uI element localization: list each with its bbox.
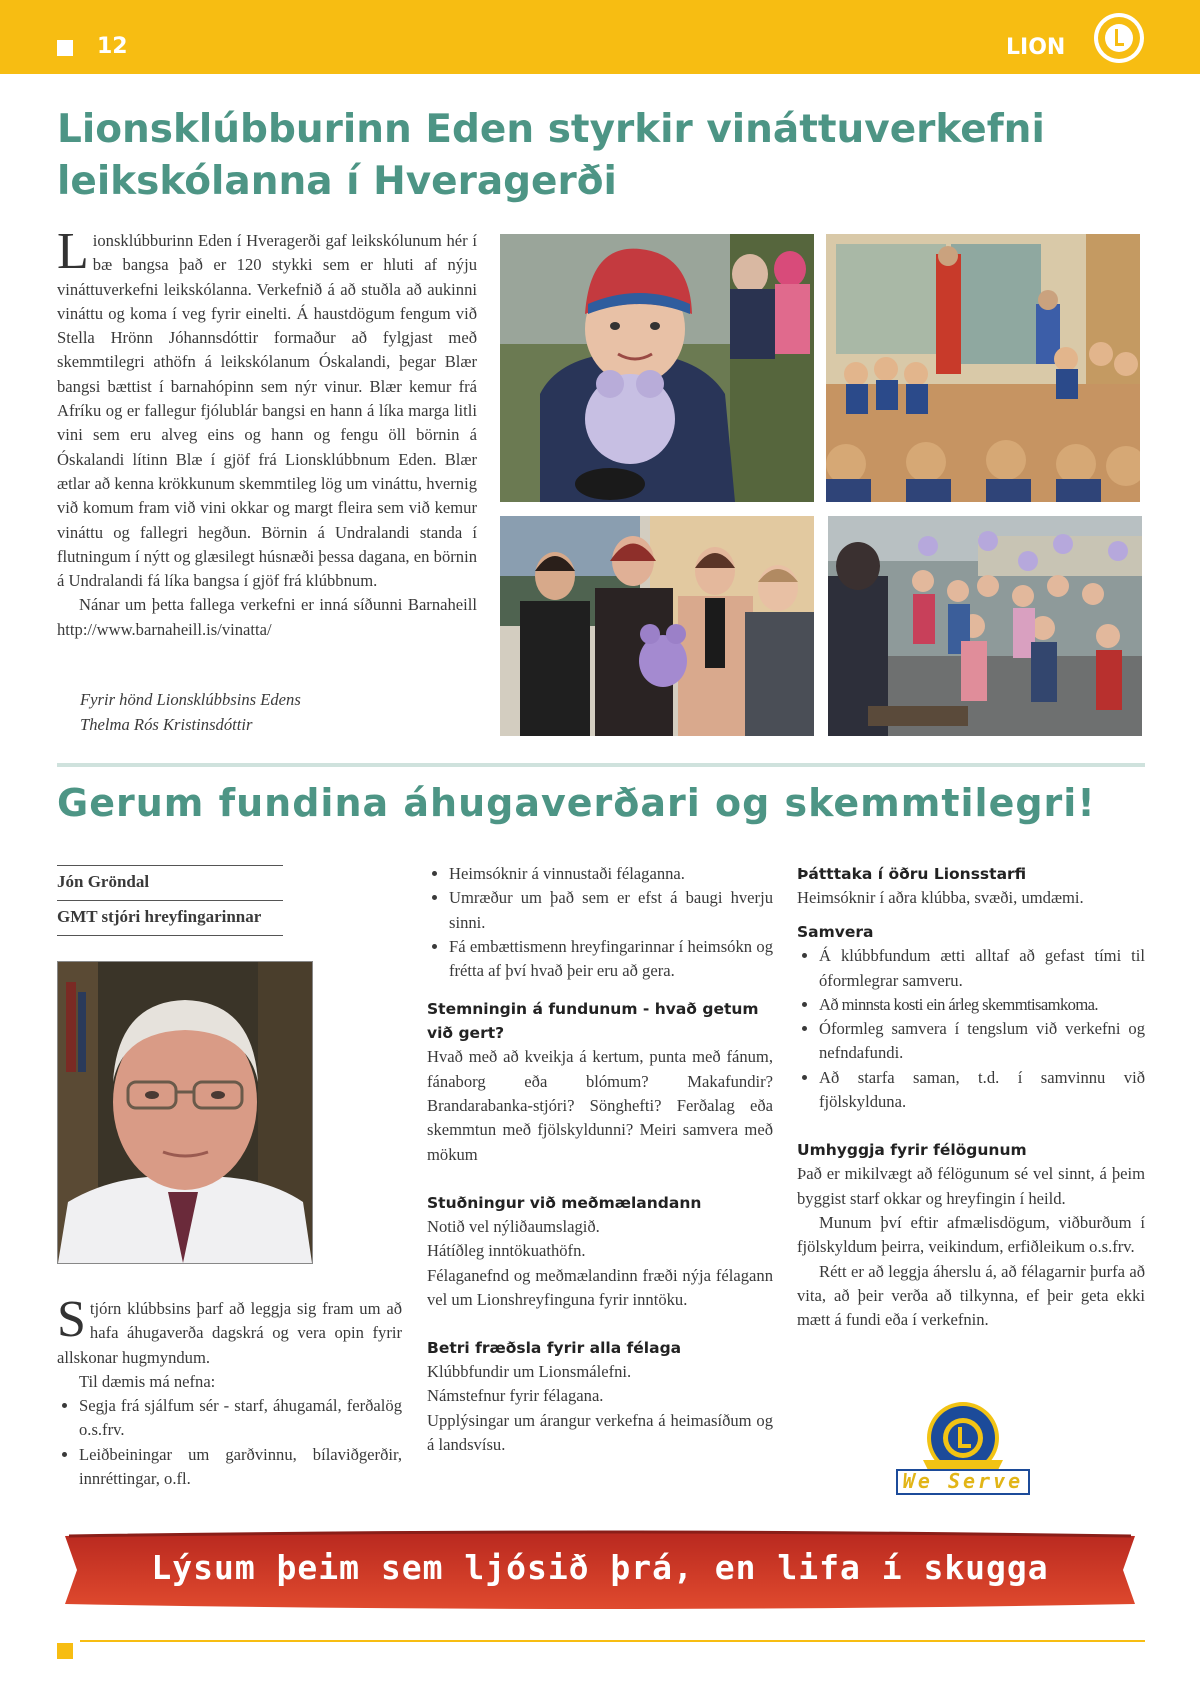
- section-heading: Betri fræðsla fyrir alla félaga: [427, 1339, 682, 1358]
- article-paragraph: Nánar um þetta fallega verkefni er inná síðunni Barnaheill http://www.barnaheill.is/vinatta/: [57, 595, 477, 639]
- column-paragraph: Klúbbfundir um Lionsmálefni.: [427, 1362, 632, 1382]
- list-item: • Að minnsta kosti ein árleg skemmtisamkoma.: [819, 993, 1145, 1017]
- drop-cap: S: [57, 1291, 86, 1348]
- column-paragraph: Upplýsingar um árangur verkefna á heimasíðum og á landsvísu.: [427, 1410, 773, 1455]
- column-paragraph: Notið vel nýliðaumslagið.: [427, 1216, 600, 1236]
- section-heading: Stuðningur við meðmælandann: [427, 1193, 702, 1212]
- section-heading: Samvera: [797, 923, 874, 942]
- list-item: • Að starfa saman, t.d. í samvinnu við fjölskylduna.: [819, 1066, 1145, 1115]
- list-item: • Óformleg samvera í tengslum við verkefni og nefndafundi.: [819, 1017, 1145, 1066]
- section-divider: [57, 763, 1145, 767]
- section-heading: Umhyggja fyrir félögunum: [797, 1141, 1027, 1160]
- article-column-2: [427, 862, 773, 1457]
- column-paragraph: Munum því eftir afmælisdögum, viðburðum í fjölskyldum þeirra, veikindum, erfiðleikum o.s.frv.: [797, 1212, 1145, 1257]
- column-paragraph: Námstefnur fyrir félagana.: [427, 1386, 604, 1406]
- list-item: • Á klúbbfundum ætti alltaf að gefast tími til óformlegrar samveru.: [819, 944, 1145, 993]
- drop-cap: L: [57, 223, 89, 280]
- magazine-name: LION: [1006, 35, 1066, 60]
- list-item: • Leiðbeiningar um garðvinnu, bílaviðgerðir, innréttingar, o.fl.: [79, 1443, 402, 1492]
- footer-square-icon: [57, 1643, 73, 1659]
- list-item: • Fá embættismenn hreyfingarinnar í heimsókn og frétta af því hvað þeir eru að gera.: [449, 935, 773, 984]
- article-paragraph: ionsklúbburinn Eden í Hveragerði gaf leikskólunum hér í bæ bangsa það er 120 stykki sem er hluti af nýju vináttuverkefni leikskólanna. Verkefnið á að stuðla að aukinni vináttu og koma í veg fyrir einelti. Á haustdögum fengum við Stella Hrönn Jóhannsdóttir formaður að fylgjast með skemmtilegri athöfn á leikskólanum Óskalandi, þegar Blær bangsi bættist í barnahópinn sem nýr vinur. Blær kemur frá Afríku og er fallegur fjólublár bangsi en hann á líka marga litli vini sem eru alveg eins og hann og fengu öll börnin á Óskalandi lítinn Blæ í gjöf frá Lionsklúbbnum Eden. Blær ætlar að kenna krökkunum skemmtileg lög um vináttu, hvernig við komum fram við vini okkar og margt fleira sem við kemur vináttu og fallegri hegðun. Börnin á Undralandi standa í flutningum í nýtt og glæsilegt húsnæði þessa dagana, en börnin á Undralandi fá líka bangsa í gjöf frá klúbbnum.: [57, 231, 477, 591]
- lions-we-serve-logo: [893, 1400, 1033, 1502]
- article-body: [57, 223, 477, 642]
- motto-text: Lýsum þeim sem ljósið þrá, en lifa í skugga: [151, 1548, 1049, 1587]
- photo-girl-with-bear: [500, 234, 814, 502]
- header-square-icon: [57, 40, 73, 56]
- list-item: • Umræður um það sem er efst á baugi hverju sinni.: [449, 886, 773, 935]
- author-name: Jón Gröndal: [57, 865, 283, 900]
- page-number: 12: [97, 34, 128, 59]
- bullet-list: [797, 944, 1145, 1114]
- column-paragraph: Hátíðleg inntökuathöfn.: [427, 1241, 586, 1261]
- article-title: Lionsklúbburinn Eden styrkir vináttuverkefni leikskólanna í Hveragerði: [57, 107, 1045, 204]
- logo-motto: We Serve: [902, 1469, 1024, 1493]
- article-title: Gerum fundina áhugaverðari og skemmtilegri!: [57, 781, 1096, 825]
- signature-line: Thelma Rós Kristinsdóttir: [80, 714, 253, 734]
- bullet-list: [57, 1394, 402, 1491]
- author-portrait: [57, 961, 313, 1264]
- footer-rule: [80, 1640, 1145, 1642]
- column-paragraph: Heimsóknir í aðra klúbba, svæði, umdæmi.: [797, 888, 1084, 907]
- list-item: • Segja frá sjálfum sér - starf, áhugamál, ferðalög o.s.frv.: [79, 1394, 402, 1443]
- photo-children-outside: [828, 516, 1142, 736]
- bullet-list: [427, 862, 773, 983]
- signature-line: Fyrir hönd Lionsklúbbsins Edens: [80, 690, 301, 709]
- author-block: [57, 865, 283, 936]
- photo-four-women: [500, 516, 814, 736]
- author-role: GMT stjóri hreyfingarinnar: [57, 900, 283, 936]
- article-column-1: [57, 1291, 402, 1491]
- article-signature: [80, 688, 301, 737]
- article-column-3: [797, 862, 1145, 1332]
- column-paragraph: Það er mikilvægt að félögunum sé vel sinnt, á þeim byggist starf okkar og hreyfingin í heild.: [797, 1164, 1145, 1208]
- list-item: • Heimsóknir á vinnustaði félaganna.: [449, 862, 773, 886]
- column-paragraph: tjórn klúbbsins þarf að leggja sig fram um að hafa áhugaverða dagskrá og vera opin fyrir allskonar hugmyndum.: [57, 1299, 402, 1367]
- section-heading: Þátttaka í öðru Lionsstarfi: [797, 865, 1027, 883]
- column-paragraph: Til dæmis má nefna:: [79, 1371, 216, 1391]
- column-paragraph: Félaganefnd og meðmælandinn fræði nýja félagann vel um Lionshreyfinguna fyrir inntöku.: [427, 1265, 773, 1309]
- column-paragraph: Rétt er að leggja áherslu á, að félagarnir þurfa að vita, að þeir verða að tilkynna, ef þeir geta ekki mætt á fundi eða í verkefnin.: [797, 1261, 1145, 1330]
- photo-classroom: [826, 234, 1140, 502]
- section-heading: Stemningin á fundunum - hvað getum við gert?: [427, 1000, 759, 1043]
- lions-emblem-icon: [1093, 12, 1145, 64]
- column-paragraph: Hvað með að kveikja á kertum, punta með fánum, fánaborg eða blómum? Makafundir? Brandarabanka-stjóri? Sönghefti? Ferðalag eða skemmtun með fjölskyldunni? Meiri samvera með mökum: [427, 1047, 773, 1164]
- page-header: [0, 0, 1200, 74]
